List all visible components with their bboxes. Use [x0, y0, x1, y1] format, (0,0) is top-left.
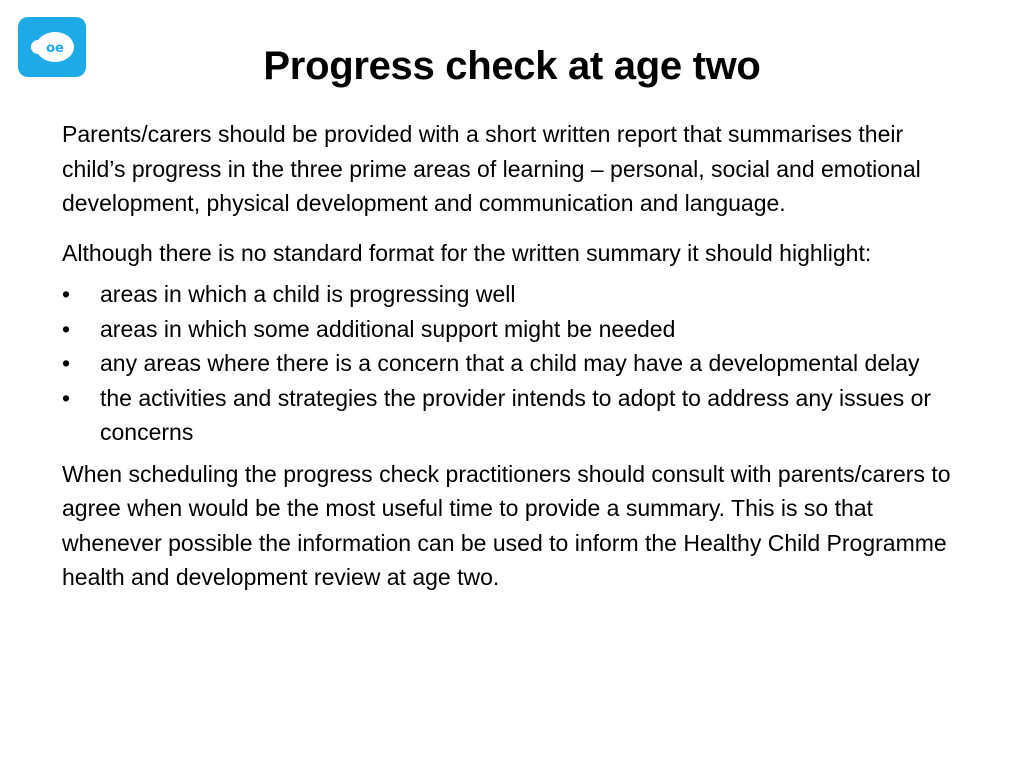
bullet-text: areas in which a child is progressing well	[100, 281, 516, 307]
lead-in-paragraph: Although there is no standard format for the written summary it should highlight:	[62, 239, 872, 266]
slide-title: Progress check at age two	[263, 44, 761, 88]
bullet-text: the activities and strategies the provider intends to adopt to address any issues or concerns	[100, 384, 932, 445]
closing-paragraph: When scheduling the progress check practitioners should consult with parents/carers to agree when would be the most useful time to provide a summary. This is so that whenever possible the information can be used to inform the Healthy Child Programme health and development review at age two.	[62, 460, 951, 590]
bullet-item	[62, 346, 962, 381]
bullet-marker: •	[62, 281, 71, 307]
bullet-text: any areas where there is a concern that a child may have a developmental delay	[100, 350, 920, 376]
slide-body	[62, 117, 962, 595]
bullet-text: areas in which some additional support might be needed	[100, 315, 676, 342]
bullet-item	[62, 381, 962, 450]
bullet-list	[62, 277, 962, 450]
logo-text: oe	[46, 41, 64, 56]
bullet-item	[62, 312, 962, 347]
intro-paragraph: Parents/carers should be provided with a short written report that summarises their child’s progress in the three prime areas of learning – personal, social and emotional development, physical development and communication and language.	[62, 121, 921, 216]
bullet-marker: •	[62, 384, 71, 411]
bullet-marker: •	[62, 350, 71, 376]
bullet-marker: •	[62, 315, 71, 342]
bullet-item	[62, 277, 962, 312]
